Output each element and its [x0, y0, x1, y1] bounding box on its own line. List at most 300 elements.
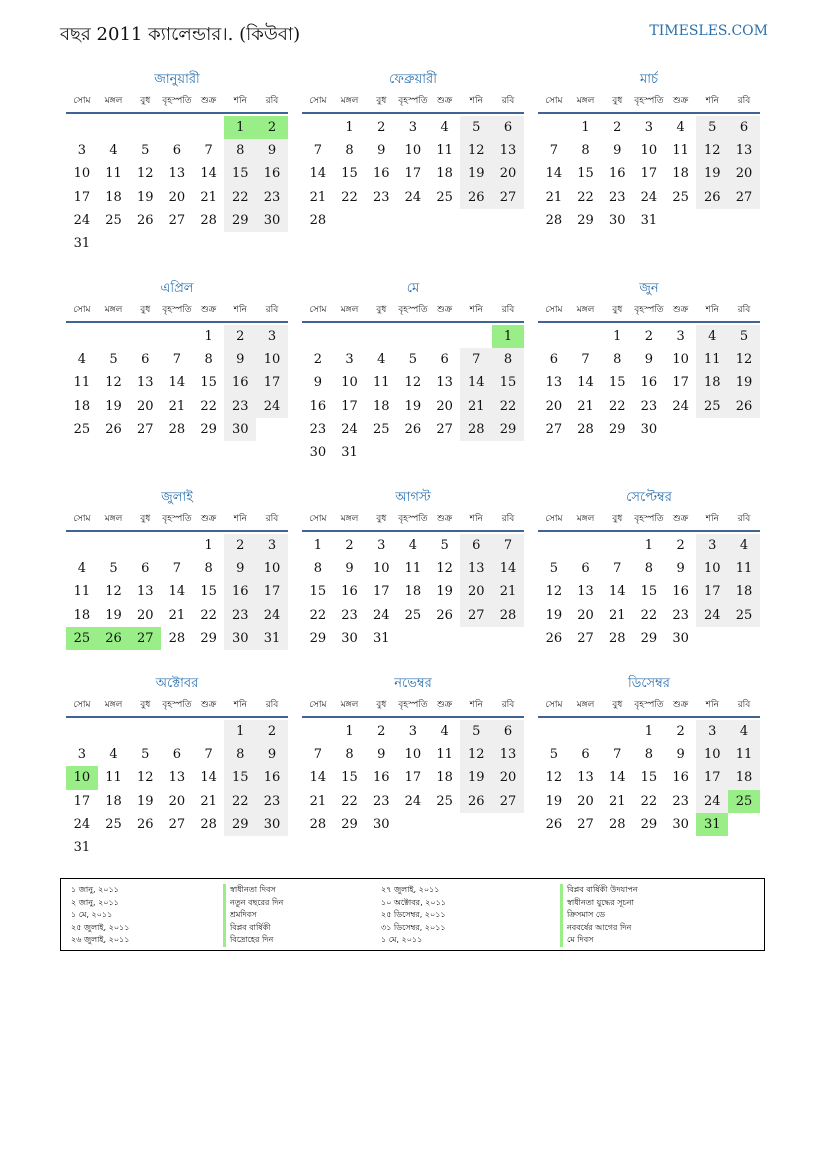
weekday-label: মঙ্গল [576, 96, 595, 106]
day-cell: 29 [492, 418, 524, 441]
day-cell: 19 [404, 398, 422, 414]
legend-dates-left [71, 884, 221, 947]
day-cell: 20 [436, 398, 453, 414]
weekday-label: বৃহস্পতি [634, 96, 664, 106]
day-cell: 20 [492, 766, 524, 789]
month-name: মে [406, 281, 420, 296]
weekday-label: বুধ [376, 514, 387, 524]
empty-cell [129, 325, 161, 348]
day-cell: 29 [608, 421, 626, 437]
empty-cell [256, 418, 288, 441]
day-cell: 2 [377, 724, 386, 739]
day-cell: 27 [136, 421, 154, 437]
empty-cell [570, 720, 602, 743]
empty-cell [98, 325, 130, 348]
empty-cell [256, 232, 288, 255]
day-cell: 6 [440, 352, 449, 368]
day-cell: 22 [224, 790, 256, 813]
month-block [538, 674, 760, 836]
day-cell: 28 [200, 212, 217, 228]
day-cell: 14 [200, 770, 217, 786]
weekday-label: শনি [233, 96, 247, 106]
day-cell: 21 [168, 607, 186, 623]
day-cell: 11 [105, 166, 122, 182]
day-cell: 26 [728, 395, 760, 418]
day-cell: 16 [372, 770, 390, 786]
day-cell: 2 [224, 534, 256, 557]
day-cell: 2 [345, 538, 354, 553]
day-cell: 1 [313, 538, 322, 553]
day-cell: 23 [224, 395, 256, 418]
day-cell: 4 [77, 561, 86, 577]
day-cell: 22 [492, 395, 524, 418]
month-block [302, 674, 524, 836]
day-cell: 11 [436, 747, 453, 763]
day-cell: 14 [460, 371, 492, 394]
day-cell: 28 [608, 816, 626, 832]
empty-cell [302, 720, 334, 743]
empty-cell [161, 325, 193, 348]
day-cell: 17 [640, 166, 658, 182]
day-cell: 14 [545, 166, 563, 182]
empty-cell [365, 441, 397, 464]
weekday-label: রবি [265, 514, 279, 524]
empty-cell [696, 627, 728, 650]
day-cell: 26 [105, 421, 122, 437]
empty-cell [429, 441, 461, 464]
day-cell: 27 [728, 186, 760, 209]
empty-cell [302, 325, 334, 348]
legend-date: ২৭ জুলাই, ২০১১ [381, 885, 440, 894]
month-block [302, 279, 524, 464]
day-cell: 29 [577, 212, 594, 228]
day-cell: 30 [372, 816, 390, 832]
weekday-label: সোম [309, 96, 327, 106]
day-cell: 26 [436, 607, 453, 623]
day-cell: 7 [204, 747, 213, 763]
day-cell: 3 [696, 534, 728, 557]
day-cell: 28 [168, 421, 186, 437]
weekday-label: বুধ [140, 305, 151, 315]
day-cell: 10 [404, 747, 422, 763]
day-cell: 12 [728, 348, 760, 371]
day-cell: 5 [460, 720, 492, 743]
weekday-label: সোম [73, 514, 91, 524]
day-cell: 1 [345, 120, 354, 135]
weekday-label: শনি [705, 305, 719, 315]
day-cell: 4 [109, 143, 118, 159]
day-cell: 14 [309, 770, 327, 786]
weekday-label: শুক্র [436, 514, 453, 524]
month-block [66, 279, 288, 441]
day-cell: 21 [200, 189, 217, 205]
day-cell: 5 [109, 561, 118, 577]
weekday-label: রবি [265, 700, 279, 710]
day-cell: 19 [545, 607, 563, 623]
weekday-label: সোম [73, 96, 91, 106]
day-cell: 24 [404, 793, 422, 809]
day-cell: 6 [172, 747, 182, 763]
month-name: সেপ্টেম্বর [626, 490, 672, 505]
empty-cell [66, 534, 98, 557]
empty-cell [696, 209, 728, 232]
day-cell: 12 [460, 139, 492, 162]
day-cell: 10 [640, 143, 658, 159]
day-cell: 30 [640, 421, 658, 437]
day-cell: 2 [256, 720, 288, 743]
empty-cell [129, 232, 161, 255]
day-cell: 30 [341, 630, 358, 646]
day-grid [302, 534, 524, 650]
day-cell: 1 [581, 120, 590, 135]
holiday-legend [60, 878, 765, 951]
weekday-header [66, 510, 288, 532]
weekday-label: রবি [501, 514, 515, 524]
day-cell: 12 [545, 770, 563, 786]
day-cell: 24 [696, 790, 728, 813]
weekday-label: বৃহস্পতি [398, 514, 428, 524]
empty-cell [365, 325, 397, 348]
empty-cell [397, 325, 429, 348]
day-cell: 3 [256, 534, 288, 557]
legend-dates-right [381, 884, 531, 947]
day-cell: 9 [224, 557, 256, 580]
day-cell: 25 [372, 421, 390, 437]
day-cell: 9 [313, 375, 322, 391]
day-cell: 2 [224, 325, 256, 348]
empty-cell [429, 813, 461, 836]
weekday-label: সোম [545, 700, 563, 710]
day-cell: 21 [309, 793, 327, 809]
day-cell: 6 [172, 143, 182, 159]
day-cell: 21 [460, 395, 492, 418]
empty-cell [397, 813, 429, 836]
empty-cell [193, 116, 225, 139]
weekday-label: বুধ [612, 514, 623, 524]
empty-cell [728, 418, 760, 441]
day-cell: 22 [640, 607, 658, 623]
day-cell: 31 [640, 212, 658, 228]
day-grid [538, 116, 760, 232]
day-cell: 6 [492, 116, 524, 139]
day-cell: 30 [256, 813, 288, 836]
empty-cell [193, 232, 225, 255]
empty-cell [98, 720, 130, 743]
day-cell: 10 [672, 352, 689, 368]
day-cell: 6 [581, 561, 590, 577]
empty-cell [98, 232, 130, 255]
empty-cell [460, 627, 492, 650]
day-cell: 19 [696, 162, 728, 185]
day-grid [66, 325, 288, 441]
month-name: আগস্ট [395, 490, 431, 505]
weekday-header [66, 301, 288, 323]
empty-cell [492, 627, 524, 650]
day-cell: 24 [341, 421, 358, 437]
day-cell: 13 [136, 584, 154, 600]
legend-date: ৩১ ডিসেম্বর, ২০১১ [381, 922, 446, 932]
empty-cell [665, 418, 697, 441]
day-cell: 29 [200, 630, 217, 646]
day-cell: 23 [640, 398, 658, 414]
day-cell: 13 [577, 584, 594, 600]
day-cell: 6 [141, 561, 150, 577]
weekday-label: রবি [737, 700, 751, 710]
day-cell: 31 [372, 630, 390, 646]
day-cell: 1 [345, 724, 354, 739]
day-cell: 22 [200, 607, 217, 623]
day-cell: 6 [549, 352, 558, 368]
month-name: অক্টোবর [155, 676, 199, 691]
weekday-label: মঙ্গল [104, 514, 123, 524]
day-cell: 6 [141, 352, 150, 368]
weekday-label: শুক্র [436, 96, 453, 106]
weekday-label: শুক্র [672, 514, 689, 524]
day-cell: 5 [549, 747, 558, 763]
legend-holiday-name: মে দিবস [560, 934, 720, 947]
day-cell: 14 [200, 166, 217, 182]
day-cell: 14 [309, 166, 327, 182]
day-cell: 15 [200, 584, 217, 600]
day-cell: 16 [224, 580, 256, 603]
day-cell: 3 [77, 747, 86, 763]
day-cell: 9 [377, 747, 386, 763]
weekday-label: শুক্র [436, 305, 453, 315]
day-cell: 20 [136, 398, 154, 414]
day-cell: 27 [577, 816, 594, 832]
day-cell: 7 [313, 747, 322, 763]
day-cell: 3 [345, 352, 354, 368]
day-cell: 20 [728, 162, 760, 185]
day-cell: 12 [696, 139, 728, 162]
day-cell: 10 [256, 348, 288, 371]
legend-date: ১ মে, ২০১১ [381, 935, 423, 944]
day-cell: 10 [404, 143, 422, 159]
weekday-label: শনি [469, 305, 483, 315]
day-cell: 14 [168, 375, 186, 391]
weekday-header [66, 92, 288, 114]
month-block [66, 70, 288, 255]
weekday-label: শনি [705, 700, 719, 710]
weekday-label: মঙ্গল [340, 514, 359, 524]
day-cell: 28 [309, 212, 327, 228]
weekday-label: বৃহস্পতি [634, 514, 664, 524]
day-cell: 23 [372, 793, 390, 809]
month-name: নভেম্বর [394, 676, 432, 691]
day-cell: 6 [460, 534, 492, 557]
month-block [66, 674, 288, 859]
day-cell: 2 [313, 352, 322, 368]
day-cell: 4 [728, 534, 760, 557]
day-cell: 1 [644, 724, 654, 739]
empty-cell [538, 116, 570, 139]
day-cell: 5 [141, 747, 150, 763]
day-grid [302, 720, 524, 836]
weekday-label: মঙ্গল [104, 700, 123, 710]
weekday-label: বৃহস্পতি [162, 96, 192, 106]
day-cell: 28 [608, 630, 626, 646]
holiday-day-cell: 25 [66, 627, 98, 650]
empty-cell [397, 627, 429, 650]
weekday-label: শনি [233, 700, 247, 710]
day-cell: 12 [136, 770, 154, 786]
month-name: জুন [639, 281, 659, 296]
day-cell: 4 [696, 325, 728, 348]
day-cell: 13 [436, 375, 453, 391]
day-cell: 16 [256, 162, 288, 185]
weekday-header [538, 510, 760, 532]
day-cell: 18 [73, 398, 91, 414]
day-cell: 4 [440, 120, 449, 135]
weekday-label: শুক্র [200, 305, 217, 315]
weekday-label: বুধ [612, 96, 623, 106]
day-cell: 8 [492, 348, 524, 371]
day-cell: 19 [105, 607, 122, 623]
day-cell: 15 [200, 375, 217, 391]
day-cell: 7 [204, 143, 213, 159]
day-cell: 18 [728, 766, 760, 789]
day-cell: 12 [460, 743, 492, 766]
day-cell: 26 [696, 186, 728, 209]
day-cell: 28 [168, 630, 186, 646]
day-cell: 13 [136, 375, 154, 391]
weekday-header [302, 696, 524, 718]
day-cell: 21 [309, 189, 327, 205]
empty-cell [728, 627, 760, 650]
weekday-label: শনি [469, 514, 483, 524]
day-cell: 17 [73, 189, 91, 205]
weekday-label: বৃহস্পতি [398, 96, 428, 106]
day-cell: 16 [341, 584, 358, 600]
day-cell: 28 [545, 212, 563, 228]
empty-cell [429, 627, 461, 650]
legend-date: ২৫ ডিসেম্বর, ২০১১ [381, 910, 446, 919]
day-cell: 17 [256, 580, 288, 603]
holiday-day-cell: 27 [129, 627, 161, 650]
day-cell: 24 [372, 607, 390, 623]
day-cell: 2 [644, 329, 654, 344]
day-cell: 7 [581, 352, 590, 368]
brand-link[interactable]: TIMESLES.COM [649, 23, 768, 39]
day-cell: 30 [256, 209, 288, 232]
day-cell: 22 [224, 186, 256, 209]
day-cell: 15 [224, 766, 256, 789]
day-cell: 9 [256, 743, 288, 766]
day-cell: 23 [672, 607, 689, 623]
weekday-label: রবি [265, 96, 279, 106]
month-block [538, 488, 760, 650]
weekday-label: মঙ্গল [340, 305, 359, 315]
day-cell: 17 [256, 371, 288, 394]
holiday-day-cell: 10 [66, 766, 98, 789]
weekday-header [538, 696, 760, 718]
day-cell: 3 [696, 720, 728, 743]
weekday-label: বুধ [612, 700, 623, 710]
day-cell: 24 [73, 212, 91, 228]
day-cell: 26 [136, 816, 154, 832]
day-cell: 23 [224, 604, 256, 627]
day-cell: 31 [256, 627, 288, 650]
day-cell: 5 [696, 116, 728, 139]
empty-cell [460, 813, 492, 836]
day-cell: 16 [672, 770, 689, 786]
weekday-header [538, 92, 760, 114]
empty-cell [492, 441, 524, 464]
day-cell: 19 [460, 766, 492, 789]
day-cell: 11 [436, 143, 453, 159]
weekday-label: রবি [501, 96, 515, 106]
day-cell: 8 [345, 143, 354, 159]
day-cell: 10 [696, 557, 728, 580]
weekday-label: শনি [705, 514, 719, 524]
day-cell: 25 [73, 421, 91, 437]
day-cell: 27 [436, 421, 453, 437]
day-cell: 16 [372, 166, 390, 182]
day-grid [538, 534, 760, 650]
day-cell: 11 [696, 348, 728, 371]
day-cell: 11 [73, 375, 91, 391]
day-cell: 6 [581, 747, 590, 763]
day-cell: 30 [309, 444, 327, 460]
day-cell: 15 [224, 162, 256, 185]
weekday-label: সোম [309, 305, 327, 315]
day-cell: 18 [105, 793, 122, 809]
weekday-label: বুধ [376, 305, 387, 315]
weekday-label: মঙ্গল [104, 96, 123, 106]
empty-cell [224, 232, 256, 255]
weekday-label: মঙ্গল [340, 700, 359, 710]
day-cell: 9 [256, 139, 288, 162]
empty-cell [161, 720, 193, 743]
empty-cell [224, 836, 256, 859]
day-cell: 16 [256, 766, 288, 789]
day-cell: 26 [460, 790, 492, 813]
weekday-label: শনি [469, 96, 483, 106]
day-cell: 12 [136, 166, 154, 182]
weekday-label: রবি [737, 305, 751, 315]
day-cell: 31 [73, 839, 91, 855]
weekday-label: বুধ [140, 96, 151, 106]
weekday-label: সোম [73, 305, 91, 315]
day-cell: 13 [728, 139, 760, 162]
day-cell: 7 [492, 534, 524, 557]
day-cell: 4 [109, 747, 118, 763]
day-cell: 29 [640, 630, 658, 646]
day-cell: 16 [224, 371, 256, 394]
day-cell: 20 [460, 580, 492, 603]
day-cell: 16 [640, 375, 658, 391]
empty-cell [161, 116, 193, 139]
day-cell: 25 [404, 607, 422, 623]
day-cell: 23 [608, 189, 626, 205]
day-cell: 13 [492, 139, 524, 162]
month-name: ডিসেম্বর [628, 676, 670, 691]
day-cell: 23 [256, 790, 288, 813]
empty-cell [66, 116, 98, 139]
day-cell: 11 [372, 375, 390, 391]
weekday-label: শুক্র [672, 700, 689, 710]
empty-cell [538, 534, 570, 557]
day-cell: 19 [436, 584, 453, 600]
day-cell: 31 [73, 235, 91, 251]
weekday-label: বুধ [376, 700, 387, 710]
day-cell: 13 [168, 166, 186, 182]
empty-cell [161, 836, 193, 859]
day-cell: 10 [73, 166, 91, 182]
holiday-day-cell: 1 [492, 325, 524, 348]
day-cell: 4 [408, 538, 418, 553]
day-cell: 7 [613, 561, 622, 577]
